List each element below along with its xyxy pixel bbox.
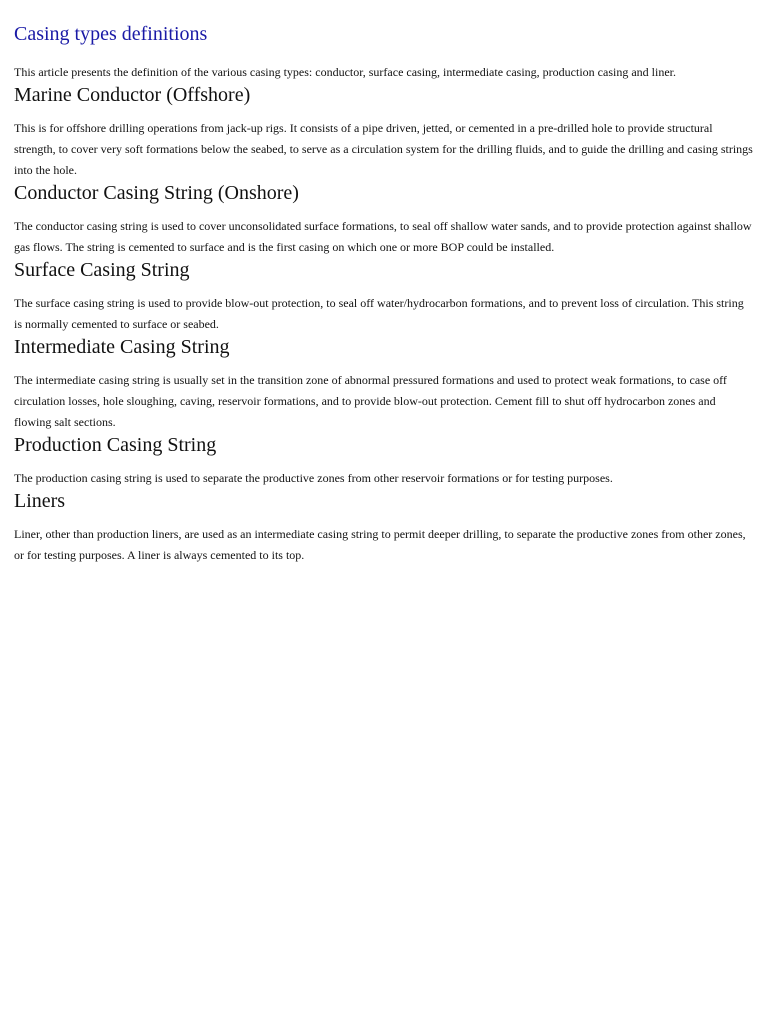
- section-body: This is for offshore drilling operations from jack-up rigs. It consists of a pipe driven, jetted, or cemented in a pre-drilled hole to provide structural strength, to cover very soft formations below the seabed, to serve as a circulation system for the drilling fluids, and to guide the drilling and casing strings into the hole.: [14, 121, 753, 177]
- intro-paragraph: This article presents the definition of the various casing types: conductor, surface casing, intermediate casing, production casing and liner.: [14, 65, 676, 79]
- section-heading: Liners: [14, 490, 66, 512]
- section-body: The surface casing string is used to provide blow-out protection, to seal off water/hydrocarbon formations, and to prevent loss of circulation. This string is normally cemented to surface or seabed.: [14, 296, 744, 331]
- section-conductor-casing: [14, 181, 754, 258]
- section-heading: Intermediate Casing String: [14, 336, 230, 358]
- section-heading: Marine Conductor (Offshore): [14, 84, 251, 106]
- section-heading: Conductor Casing String (Onshore): [14, 182, 299, 204]
- section-liners: [14, 489, 754, 566]
- section-body: The intermediate casing string is usually set in the transition zone of abnormal pressured formations and used to protect weak formations, to case off circulation losses, hole sloughing, caving, reservoir formations, and to provide blow-out protection. Cement fill to shut off hydrocarbon zones and flowing salt sections.: [14, 373, 727, 429]
- section-body: The production casing string is used to separate the productive zones from other reservoir formations or for testing purposes.: [14, 471, 613, 485]
- section-body: Liner, other than production liners, are used as an intermediate casing string to permit deeper drilling, to separate the productive zones from other zones, or for testing purposes. A liner is always cemented to its top.: [14, 527, 746, 562]
- section-body: The conductor casing string is used to cover unconsolidated surface formations, to seal off shallow water sands, and to provide protection against shallow gas flows. The string is cemented to surface and is the first casing on which one or more BOP could be installed.: [14, 219, 752, 254]
- section-surface-casing: [14, 258, 754, 335]
- section-heading: Production Casing String: [14, 434, 217, 456]
- section-heading: Surface Casing String: [14, 259, 190, 281]
- page-title: Casing types definitions: [14, 23, 208, 45]
- section-production-casing: [14, 433, 754, 489]
- section-intermediate-casing: [14, 335, 754, 433]
- section-marine-conductor: [14, 83, 754, 181]
